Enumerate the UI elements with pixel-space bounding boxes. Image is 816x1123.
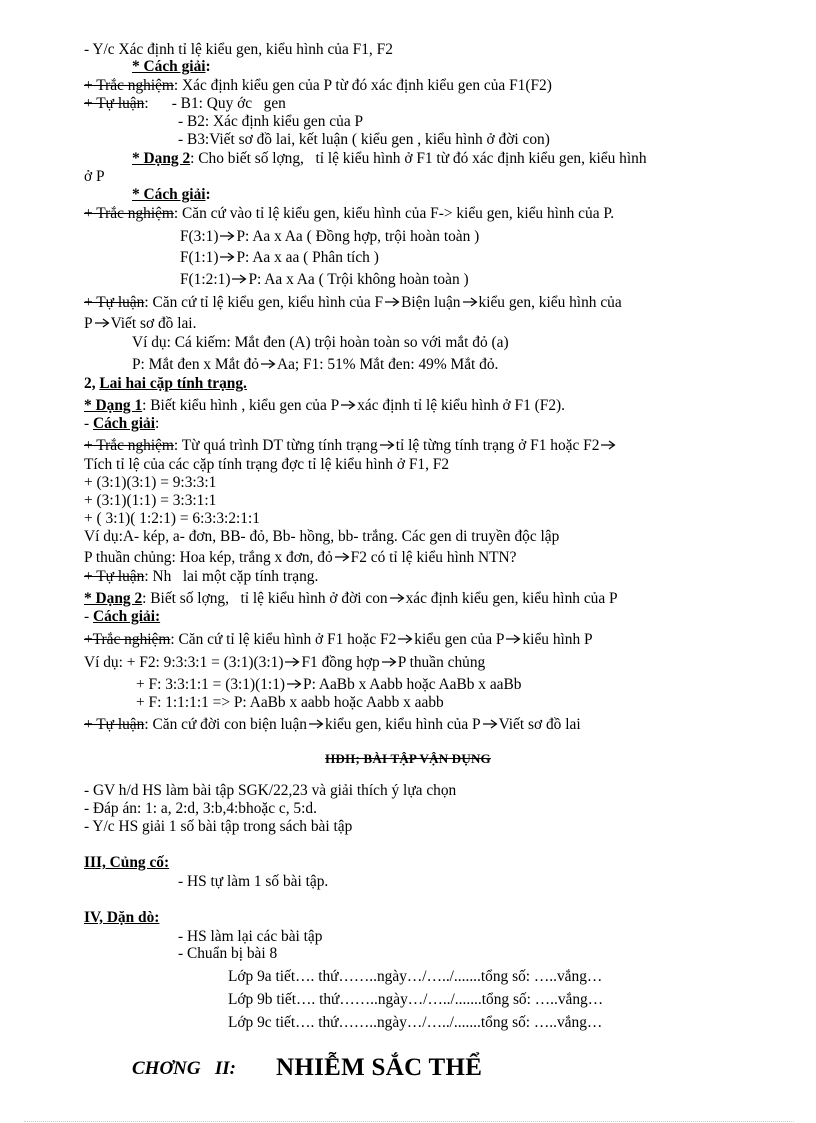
text: Aa; F1: 51% Mắt đen: 49% Mắt đỏ. xyxy=(276,356,499,373)
colon: : xyxy=(229,1058,236,1079)
arrow-right-icon xyxy=(341,400,356,410)
method-heading xyxy=(132,58,211,75)
label: * Dạng 2 xyxy=(84,590,143,607)
text: - xyxy=(84,415,93,432)
doc-line: - B3:Viết sơ đồ lai, kết luận ( kiểu gen , kiểu hình ở đời con) xyxy=(178,131,550,148)
text: P: Aa x aa ( Phân tích ) xyxy=(236,249,379,266)
doc-line xyxy=(84,315,196,332)
label: * Dạng 2 xyxy=(132,150,191,167)
doc-line xyxy=(136,676,521,693)
text: F(3:1) xyxy=(180,228,219,245)
arrow-right-icon xyxy=(220,231,235,241)
text: Ví dụ: + F2: 9:3:3:1 = (3:1)(3:1) xyxy=(84,654,284,671)
text: - xyxy=(84,608,93,625)
arrow-right-icon xyxy=(380,440,395,450)
label: + Trắc nghiệm xyxy=(84,437,174,454)
arrow-right-icon xyxy=(463,297,478,307)
text: : Căn cứ tỉ lệ kiểu gen, kiểu hình của F xyxy=(144,294,384,311)
text: kiểu gen, kiểu hình của P xyxy=(325,716,481,733)
doc-line: Ví dụ: Cá kiếm: Mắt đen (A) trội hoàn toàn so với mắt đỏ (a) xyxy=(132,334,509,351)
doc-line: + (3:1)(3:1) = 9:3:3:1 xyxy=(84,474,217,491)
text: + F: 3:3:1:1 = (3:1)(1:1) xyxy=(136,676,286,693)
heading-text: * Cách giải xyxy=(132,58,206,75)
label: + Tự luận xyxy=(84,95,145,112)
doc-line xyxy=(84,397,565,414)
doc-line xyxy=(84,631,593,648)
text: : - B1: Quy ớc gen xyxy=(144,95,286,112)
text: tỉ lệ từng tính trạng ở F1 hoặc F2 xyxy=(395,437,600,454)
heading-text: Cách giải: xyxy=(92,608,161,625)
heading-text: Cách giải xyxy=(92,415,155,432)
doc-line xyxy=(180,249,379,266)
attendance-line: Lớp 9b tiết…. thứ……..ngày…/…../.......tổng số: …..vắng… xyxy=(228,991,604,1008)
text: : Biết số lợng, tỉ lệ kiểu hình ở đời con xyxy=(142,590,388,607)
doc-line xyxy=(84,95,286,112)
doc-line: - B2: Xác định kiểu gen của P xyxy=(178,113,364,130)
arrow-right-icon xyxy=(601,440,616,450)
arrow-right-icon xyxy=(390,593,405,603)
text: Viết sơ đồ lai xyxy=(498,716,581,733)
doc-line: - HS làm lại các bài tập xyxy=(178,928,323,945)
method-heading xyxy=(132,186,211,203)
text: : Nh lai một cặp tính trạng. xyxy=(144,568,319,585)
text: : Từ quá trình DT từng tính trạng xyxy=(173,437,378,454)
arrow-right-icon xyxy=(335,552,350,562)
text: 2, xyxy=(84,375,100,392)
text: kiểu gen của P xyxy=(414,631,505,648)
method-heading xyxy=(84,608,160,625)
method-heading xyxy=(84,415,159,432)
text: xác định kiểu gen, kiểu hình của P xyxy=(405,590,618,607)
doc-line: - GV h/d HS làm bài tập SGK/22,23 và giải thích ý lựa chọn xyxy=(84,782,457,799)
doc-line xyxy=(84,549,517,566)
text: P thuần chủng xyxy=(397,654,486,671)
text: F(1:2:1) xyxy=(180,271,231,288)
arrow-right-icon xyxy=(220,252,235,262)
arrow-right-icon xyxy=(506,634,521,644)
text: : Căn cứ đời con biện luận xyxy=(144,716,307,733)
text: P xyxy=(84,315,93,332)
doc-line: - Y/c Xác định tỉ lệ kiểu gen, kiểu hình của F1, F2 xyxy=(84,41,393,58)
chapter-title: NHIỄM SẮC THỂ xyxy=(276,1054,483,1081)
text: : Biết kiểu hình , kiểu gen của P xyxy=(142,397,340,414)
doc-line xyxy=(84,205,614,222)
doc-line: + (3:1)(1:1) = 3:3:1:1 xyxy=(84,492,217,509)
doc-line xyxy=(84,294,622,311)
text: F1 đồng hợp xyxy=(301,654,380,671)
colon: : xyxy=(205,186,211,203)
doc-line xyxy=(84,590,618,607)
attendance-line: Lớp 9c tiết…. thứ……..ngày…/…../.......tổng số: …..vắng… xyxy=(228,1014,603,1031)
doc-line xyxy=(132,356,498,373)
doc-line xyxy=(84,437,617,454)
text: P: Aa x Aa ( Đồng hợp, trội hoàn toàn ) xyxy=(236,228,480,245)
doc-line: ở P xyxy=(84,168,105,185)
arrow-right-icon xyxy=(385,297,400,307)
doc-line: - Y/c HS giải 1 số bài tập trong sách bài tập xyxy=(84,818,353,835)
section-heading xyxy=(84,375,247,392)
arrow-right-icon xyxy=(261,359,276,369)
activity-heading: HĐII; BÀI TẬP VẬN DỤNG xyxy=(325,751,491,766)
doc-line xyxy=(132,150,647,167)
label: +Trắc nghiệm xyxy=(84,631,171,648)
doc-line: - Đáp án: 1: a, 2:d, 3:b,4:bhoặc c, 5:d. xyxy=(84,800,317,817)
text: Biện luận xyxy=(401,294,461,311)
arrow-right-icon xyxy=(309,719,324,729)
text: kiểu hình P xyxy=(522,631,593,648)
text: : Căn cứ tỉ lệ kiểu hình ở F1 hoặc F2 xyxy=(170,631,397,648)
section-heading: IV, Dặn dò: xyxy=(84,909,160,926)
text: Lai hai cặp tính trạng. xyxy=(99,375,247,392)
doc-line xyxy=(180,228,479,245)
heading-text: * Cách giải xyxy=(132,186,206,203)
doc-line xyxy=(84,654,485,671)
arrow-right-icon xyxy=(285,657,300,667)
text: : Cho biết số lợng, tỉ lệ kiểu hình ở F1 từ đó xác định kiểu gen, kiểu hình xyxy=(190,150,647,167)
text: P thuần chủng: Hoa kép, trắng x đơn, đỏ xyxy=(84,549,333,566)
doc-line: - HS tự làm 1 số bài tập. xyxy=(178,873,329,890)
label: + Trắc nghiệm xyxy=(84,77,174,94)
arrow-right-icon xyxy=(287,679,302,689)
doc-line xyxy=(84,77,552,94)
label: + Tự luận xyxy=(84,716,145,733)
text: P: Aa x Aa ( Trội không hoàn toàn ) xyxy=(248,271,469,288)
doc-line: - Chuẩn bị bài 8 xyxy=(178,945,278,962)
colon: : xyxy=(205,58,211,75)
arrow-right-icon xyxy=(483,719,498,729)
attendance-line: Lớp 9a tiết…. thứ……..ngày…/…../.......tổng số: …..vắng… xyxy=(228,968,603,985)
label: + Trắc nghiệm xyxy=(84,205,174,222)
text: F2 có tỉ lệ kiểu hình NTN? xyxy=(350,549,517,566)
label: + Tự luận xyxy=(84,294,145,311)
arrow-right-icon xyxy=(398,634,413,644)
arrow-right-icon xyxy=(232,274,247,284)
text: : Căn cứ vào tỉ lệ kiểu gen, kiểu hình của F-> kiểu gen, kiểu hình của P. xyxy=(173,205,615,222)
text: P: AaBb x Aabb hoặc AaBb x aaBb xyxy=(303,676,522,693)
text: P: Mắt đen x Mắt đỏ xyxy=(132,356,259,373)
text: xác định tỉ lệ kiểu hình ở F1 (F2). xyxy=(357,397,565,414)
doc-line: + F: 1:1:1:1 => P: AaBb x aabb hoặc Aabb x aabb xyxy=(136,694,444,711)
text: : Xác định kiểu gen của P từ đó xác định kiểu gen của F1(F2) xyxy=(173,77,552,94)
section-heading: III, Củng cố: xyxy=(84,854,170,871)
doc-line: Ví dụ:A- kép, a- đơn, BB- đỏ, Bb- hồng, bb- trắng. Các gen di truyền độc lập xyxy=(84,528,560,545)
doc-line xyxy=(84,716,581,733)
label: + Tự luận xyxy=(84,568,145,585)
footer-dotted-rule xyxy=(24,1121,794,1122)
text: kiểu gen, kiểu hình của xyxy=(478,294,622,311)
text: Viết sơ đồ lai. xyxy=(110,315,197,332)
doc-line xyxy=(180,271,469,288)
text: F(1:1) xyxy=(180,249,219,266)
doc-line: + ( 3:1)( 1:2:1) = 6:3:3:2:1:1 xyxy=(84,510,260,527)
arrow-right-icon xyxy=(382,657,397,667)
colon: : xyxy=(154,415,160,432)
chapter-label: CHƠNG II xyxy=(132,1058,230,1079)
chapter-heading xyxy=(132,1055,236,1084)
doc-line xyxy=(84,568,318,585)
arrow-right-icon xyxy=(95,318,110,328)
doc-line: Tích tỉ lệ của các cặp tính trạng đợc tỉ lệ kiểu hình ở F1, F2 xyxy=(84,456,450,473)
label: * Dạng 1 xyxy=(84,397,143,414)
